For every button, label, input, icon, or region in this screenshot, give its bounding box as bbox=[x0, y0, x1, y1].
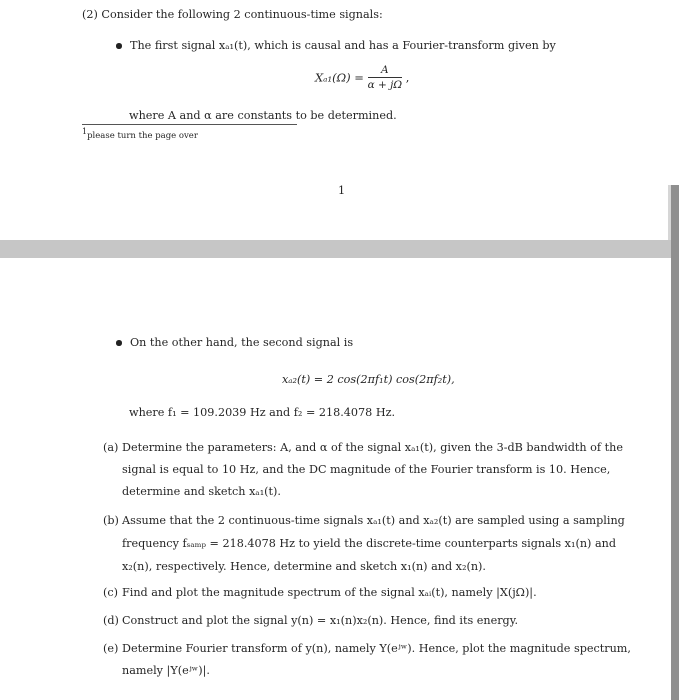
page-2 bbox=[0, 258, 679, 700]
equation-numerator: A bbox=[381, 64, 389, 76]
item-line: namely |Y(eʲʷ)|. bbox=[122, 664, 210, 677]
equation-tail: , bbox=[405, 70, 410, 85]
item-label: (d) bbox=[103, 614, 119, 627]
problem-heading: (2) Consider the following 2 continuous-time signals: bbox=[82, 8, 383, 21]
item-line: determine and sketch xₐ₁(t). bbox=[122, 485, 281, 498]
item-label: (e) bbox=[103, 642, 119, 655]
footnote-text: please turn the page over bbox=[87, 130, 198, 141]
page-number: 1 bbox=[338, 184, 346, 197]
bullet-1-text: The first signal xₐ₁(t), which is causal and has a Fourier-transform given by bbox=[130, 39, 556, 52]
item-label: (b) bbox=[103, 514, 119, 527]
item-label: (c) bbox=[103, 586, 118, 599]
fourier-equation bbox=[315, 64, 409, 91]
fraction-bar bbox=[368, 77, 403, 78]
item-line: Determine Fourier transform of y(n), namely Y(eʲʷ). Hence, plot the magnitude spectrum, bbox=[122, 642, 631, 655]
bullet-dot bbox=[116, 43, 122, 49]
equation-2: xₐ₂(t) = 2 cos(2πf₁t) cos(2πf₂t), bbox=[282, 373, 455, 386]
page-gap bbox=[0, 240, 679, 258]
item-line: signal is equal to 10 Hz, and the DC magnitude of the Fourier transform is 10. Hence, bbox=[122, 463, 611, 476]
item-line: Determine the parameters: A, and α of the signal xₐ₁(t), given the 3-dB bandwidth of the bbox=[122, 441, 623, 454]
equation-lhs: Xₐ₁(Ω) = bbox=[315, 70, 364, 85]
item-label: (a) bbox=[103, 441, 119, 454]
item-line: Find and plot the magnitude spectrum of the signal xₐᵢ(t), namely |X(jΩ)|. bbox=[122, 586, 537, 599]
equation-denominator: α + jΩ bbox=[367, 79, 403, 91]
item-line: frequency fₛₐₘₚ = 218.4078 Hz to yield the discrete-time counterparts signals x₁(n) and bbox=[122, 537, 616, 550]
item-line: x₂(n), respectively. Hence, determine and sketch x₁(n) and x₂(n). bbox=[122, 560, 486, 573]
page-edge-shadow bbox=[671, 185, 679, 700]
bullet-2-text: On the other hand, the second signal is bbox=[130, 336, 354, 349]
where-line: where A and α are constants to be determined. bbox=[129, 109, 397, 122]
bullet-dot bbox=[116, 340, 122, 346]
footnote-rule bbox=[82, 124, 297, 125]
item-line: Construct and plot the signal y(n) = x₁(n)x₂(n). Hence, find its energy. bbox=[122, 614, 519, 627]
footnote bbox=[82, 127, 198, 141]
footnote-mark: 1 bbox=[82, 127, 88, 136]
where-line-2: where f₁ = 109.2039 Hz and f₂ = 218.4078 Hz. bbox=[129, 406, 396, 419]
item-line: Assume that the 2 continuous-time signals xₐ₁(t) and xₐ₂(t) are sampled using a sampling bbox=[122, 514, 625, 527]
equation-fraction bbox=[368, 64, 403, 91]
